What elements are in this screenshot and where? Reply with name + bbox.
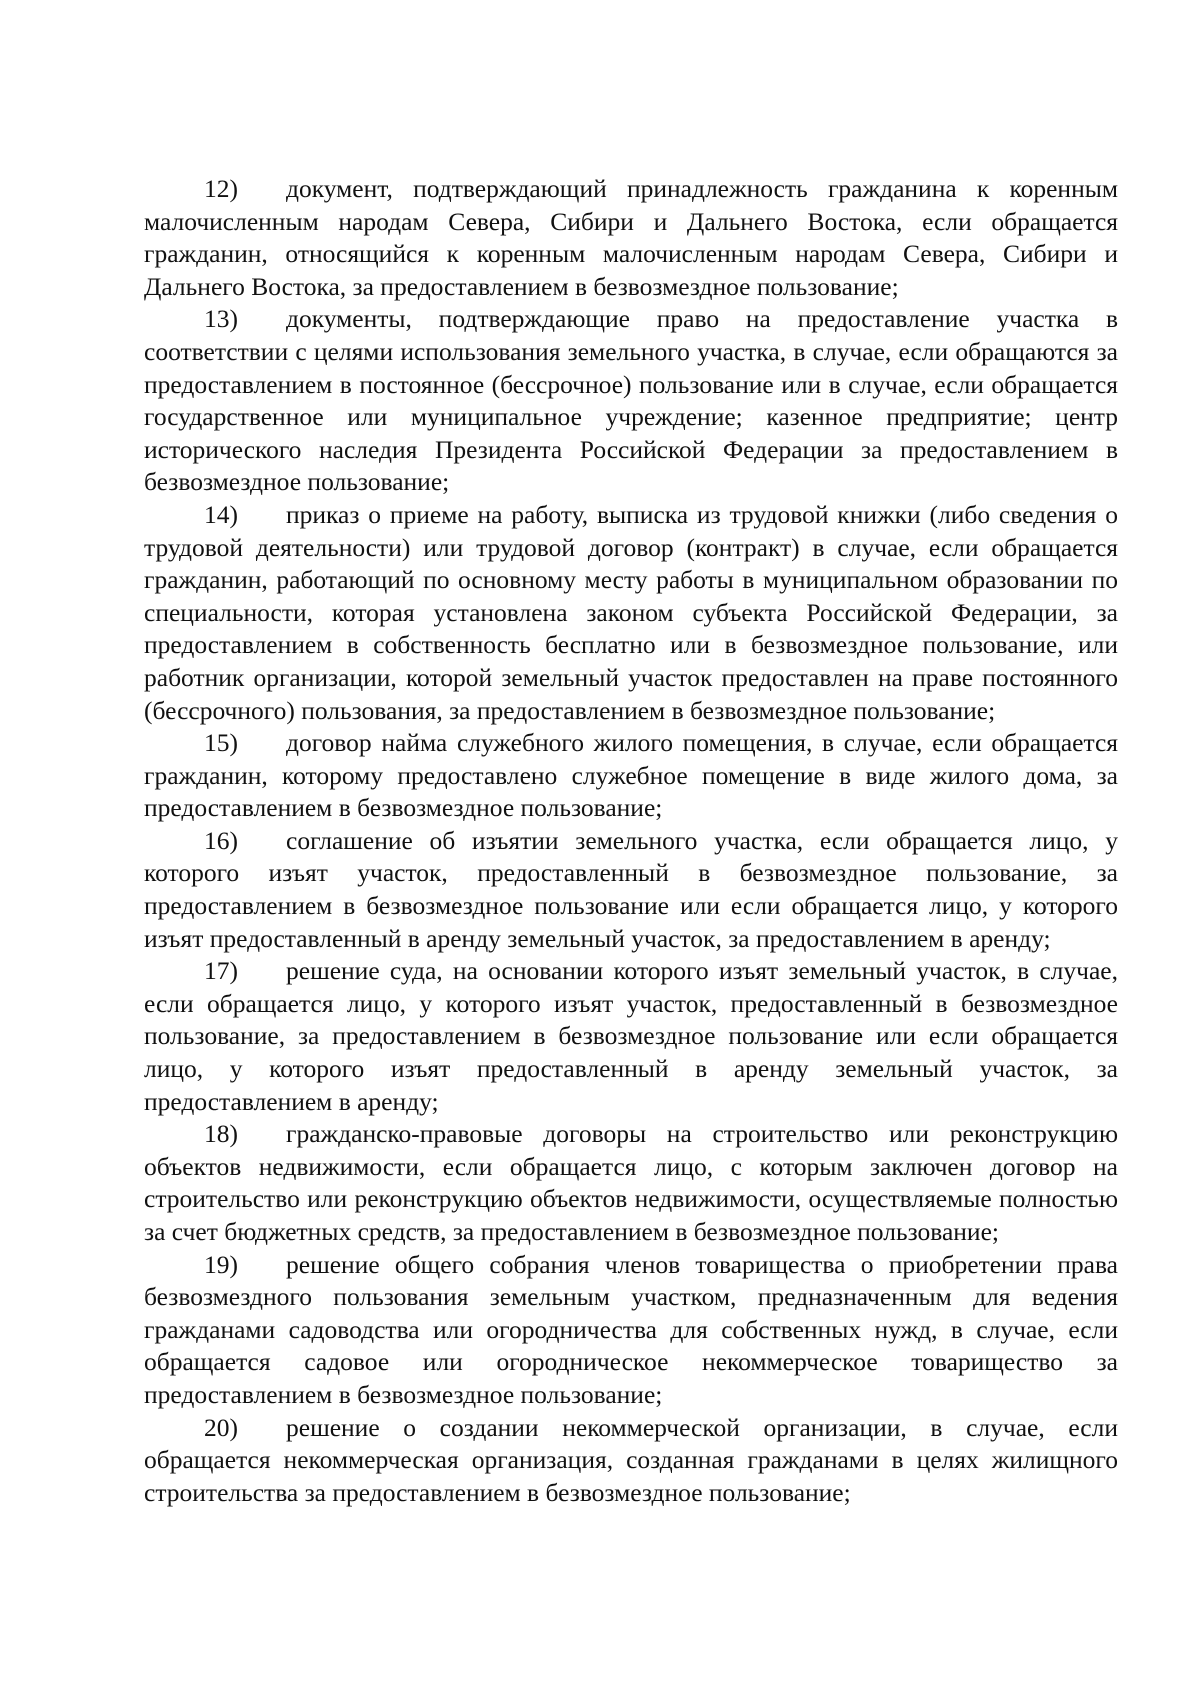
- item-number: 19): [204, 1249, 238, 1279]
- item-number: 15): [204, 728, 238, 758]
- item-number: 12): [204, 174, 238, 203]
- list-item: [144, 825, 1118, 955]
- list-item: [144, 499, 1118, 727]
- list-item: [144, 1118, 1118, 1248]
- list-item: [144, 1249, 1118, 1412]
- list-item: [144, 955, 1118, 1118]
- item-text: соглашение об изъятии земельного участка, если обращается лицо, у которого изъят участок, предоставленный в безвозмездное пользование, за предоставлением в безвозмездное пользование или если обращается лицо, у которого изъят предоставленный в аренду земельный участок, за предоставлением в аренду;: [144, 825, 1118, 953]
- list-item: [144, 1412, 1118, 1510]
- list-item: [144, 727, 1118, 825]
- document-body: [144, 173, 1118, 1509]
- item-text: документы, подтверждающие право на предоставление участка в соответствии с целями использования земельного участка, в случае, если обращаются за предоставлением в постоянное (бессрочное) пользование или в случае, если обращается государственное или муниципальное учреждение; казенное предприятие; центр исторического наследия Президента Российской Федерации за предоставлением в безвозмездное пользование;: [144, 304, 1118, 497]
- item-number: 13): [204, 304, 238, 334]
- item-text: договор найма служебного жилого помещения, в случае, если обращается гражданин, которому предоставлено служебное помещение в виде жилого дома, за предоставлением в безвозмездное пользование;: [144, 728, 1118, 823]
- item-text: решение общего собрания членов товарищества о приобретении права безвозмездного пользования земельным участком, предназначенным для ведения гражданами садоводства или огородничества для собственных нужд, в случае, если обращается садовое или огородническое некоммерческое товарищество за предоставлением в безвозмездное пользование;: [144, 1249, 1118, 1409]
- item-text: приказ о приеме на работу, выписка из трудовой книжки (либо сведения о трудовой деятельности) или трудовой договор (контракт) в случае, если обращается гражданин, работающий по основному месту работы в муниципальном образовании по специальности, которая установлена законом субъекта Российской Федерации, за предоставлением в собственность бесплатно или в безвозмездное пользование, или работник организации, которой земельный участок предоставлен на праве постоянного (бессрочного) пользования, за предоставлением в безвозмездное пользование;: [144, 499, 1118, 725]
- item-number: 17): [204, 956, 238, 986]
- item-text: решение о создании некоммерческой организации, в случае, если обращается некоммерческая организация, созданная гражданами в целях жилищного строительства за предоставлением в безвозмездное пользование;: [144, 1412, 1118, 1507]
- list-item: [144, 173, 1118, 303]
- item-number: 16): [204, 825, 238, 855]
- item-text: гражданско-правовые договоры на строительство или реконструкцию объектов недвижимости, если обращается лицо, с которым заключен договор на строительство или реконструкцию объектов недвижимости, осуществляемые полностью за счет бюджетных средств, за предоставлением в безвозмездное пользование;: [144, 1119, 1118, 1246]
- item-text: документ, подтверждающий принадлежность гражданина к коренным малочисленным народам Севера, Сибири и Дальнего Востока, если обращается гражданин, относящийся к коренным малочисленным народам Севера, Сибири и Дальнего Востока, за предоставлением в безвозмездное пользование;: [144, 174, 1118, 301]
- item-number: 14): [204, 499, 238, 529]
- item-text: решение суда, на основании которого изъят земельный участок, в случае, если обращается лицо, у которого изъят участок, предоставленный в безвозмездное пользование, за предоставлением в безвозмездное пользование или если обращается лицо, у которого изъят предоставленный в аренду земельный участок, за предоставлением в аренду;: [144, 956, 1118, 1116]
- item-number: 18): [204, 1119, 238, 1149]
- item-number: 20): [204, 1412, 238, 1442]
- list-item: [144, 303, 1118, 499]
